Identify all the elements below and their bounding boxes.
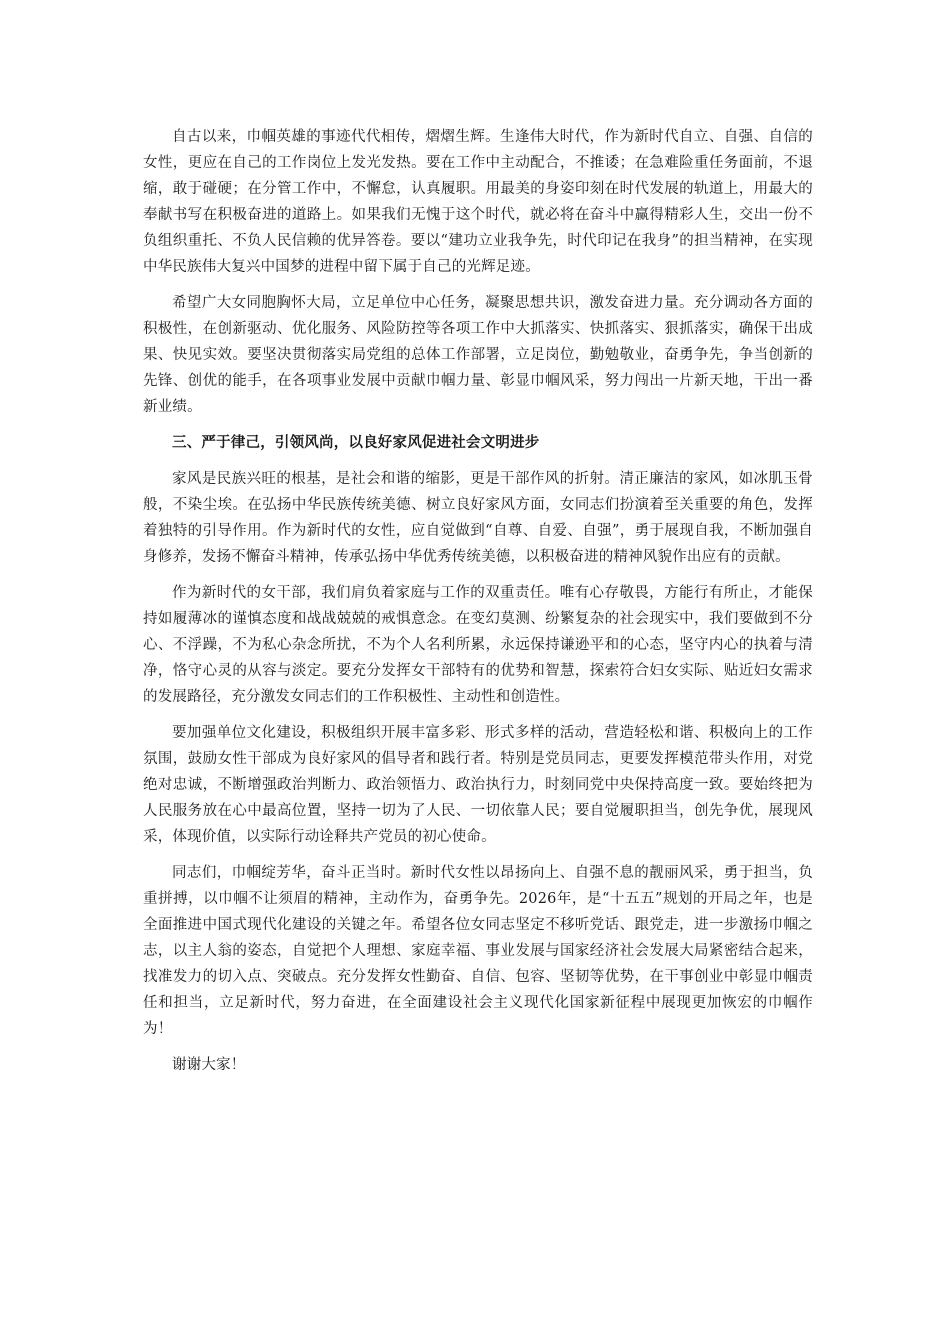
document-page bbox=[143, 124, 813, 1088]
paragraph-heroines: 自古以来，巾帼英雄的事迹代代相传，熠熠生辉。生逢伟大时代，作为新时代自立、自强、自信的女性，更应在自己的工作岗位上发光发热。要在工作中主动配合，不推诿；在急难险重任务面前，不退缩，敢于碰硬；在分管工作中，不懈怠，认真履职。用最美的身姿印刻在时代发展的轨道上，用最大的奉献书写在积极奋进的道路上。如果我们无愧于这个时代，就必将在奋斗中赢得精彩人生，交出一份不负组织重托、不负人民信赖的优异答卷。要以“建功立业我争先，时代印记在我身”的担当精神，在实现中华民族伟大复兴中国梦的进程中留下属于自己的光辉足迹。 bbox=[143, 129, 813, 275]
paragraph-female-cadres: 作为新时代的女干部，我们肩负着家庭与工作的双重责任。唯有心存敬畏，方能行有所止，才能保持如履薄冰的谨慎态度和战战兢兢的戒惧意念。在变幻莫测、纷繁复杂的社会现实中，我们要做到不分心、不浮躁，不为私心杂念所扰，不为个人名利所累，永远保持谦逊平和的心态，坚守内心的执着与清净，恪守心灵的从容与淡定。要充分发挥女干部特有的优势和智慧，探索符合妇女实际、贴近妇女需求的发展路径，充分激发女同志们的工作积极性、主动性和创造性。 bbox=[143, 585, 813, 705]
paragraph-thanks: 谢谢大家！ bbox=[172, 1057, 246, 1073]
paragraph-family-style: 家风是民族兴旺的根基，是社会和谐的缩影，更是干部作风的折射。清正廉洁的家风，如冰肌玉骨般，不染尘埃。在弘扬中华民族传统美德、树立良好家风方面，女同志们扮演着至关重要的角色，发挥着独特的引导作用。作为新时代的女性，应自觉做到“自尊、自爱、自强”，勇于展现自我，不断加强自身修养，发扬不懈奋斗精神，传承弘扬中华优秀传统美德，以积极奋进的精神风貌作出应有的贡献。 bbox=[143, 471, 813, 565]
section-heading: 三、严于律己，引领风尚，以良好家风促进社会文明进步 bbox=[172, 434, 540, 451]
paragraph-culture: 要加强单位文化建设，积极组织开展丰富多彩、形式多样的活动，营造轻松和谐、积极向上的工作氛围，鼓励女性干部成为良好家风的倡导者和践行者。特别是党员同志，更要发挥模范带头作用，对党绝对忠诚，不断增强政治判断力、政治领悟力、政治执行力，时刻同党中央保持高度一致。要始终把为人民服务放在心中最高位置，坚持一切为了人民、一切依靠人民；要自觉履职担当，创先争优，展现风采，体现价值，以实际行动诠释共产党员的初心使命。 bbox=[143, 725, 813, 845]
paragraph-hope: 希望广大女同胞胸怀大局，立足单位中心任务，凝聚思想共识，激发奋进力量。充分调动各方面的积极性，在创新驱动、优化服务、风险防控等各项工作中大抓落实、快抓落实、狠抓落实，确保干出成果、快见实效。要坚决贯彻落实局党组的总体工作部署，立足岗位，勤勉敬业，奋勇争先，争当创新的先锋、创优的能手，在各项事业发展中贡献巾帼力量、彰显巾帼风采，努力闯出一片新天地，干出一番新业绩。 bbox=[143, 295, 813, 415]
paragraph-comrades: 同志们，巾帼绽芳华，奋斗正当时。新时代女性以昂扬向上、自强不息的靓丽风采，勇于担当，负重拼搏，以巾帼不让须眉的精神，主动作为，奋勇争先。2026年，是“十五五”规划的开局之年，也是全面推进中国式现代化建设的关键之年。希望各位女同志坚定不移听党话、跟党走，进一步激扬巾帼之志，以主人翁的姿态，自觉把个人理想、家庭幸福、事业发展与国家经济社会发展大局紧密结合起来，找准发力的切入点、突破点。充分发挥女性勤奋、自信、包容、坚韧等优势，在干事创业中彰显巾帼责任和担当，立足新时代，努力奋进，在全面建设社会主义现代化国家新征程中展现更加恢宏的巾帼作为！ bbox=[143, 865, 813, 1037]
